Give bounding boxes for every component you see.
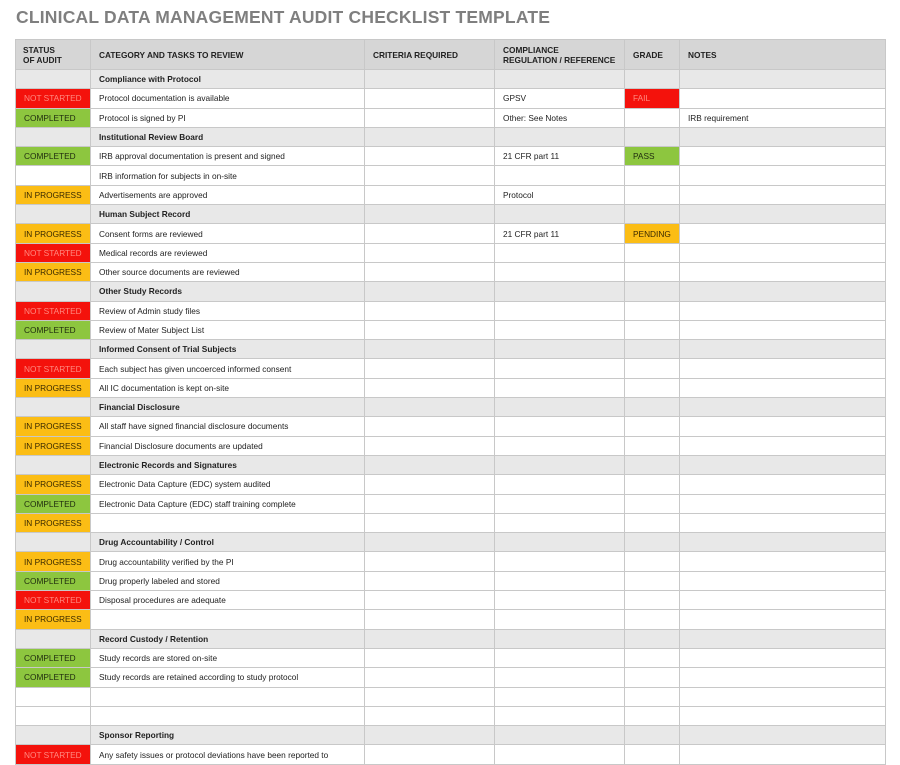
notes-cell[interactable]: [680, 648, 886, 667]
notes-cell[interactable]: [680, 262, 886, 281]
notes-cell[interactable]: [680, 687, 886, 706]
grade-cell[interactable]: [625, 455, 680, 474]
grade-cell[interactable]: [625, 185, 680, 204]
compliance-cell[interactable]: 21 CFR part 11: [495, 147, 625, 166]
task-row: [16, 359, 886, 378]
task-row: [16, 378, 886, 397]
task-row: [16, 108, 886, 127]
notes-cell[interactable]: [680, 340, 886, 359]
status-cell[interactable]: [16, 629, 91, 648]
status-cell[interactable]: NOT STARTED: [16, 301, 91, 320]
notes-cell[interactable]: [680, 533, 886, 552]
task-row: [16, 513, 886, 532]
category-row: [16, 70, 886, 89]
status-cell[interactable]: IN PROGRESS: [16, 475, 91, 494]
category-title[interactable]: Record Custody / Retention: [91, 629, 365, 648]
task-row: [16, 648, 886, 667]
notes-cell[interactable]: [680, 127, 886, 146]
task-cell[interactable]: Study records are stored on-site: [91, 648, 365, 667]
compliance-cell[interactable]: [495, 127, 625, 146]
criteria-cell[interactable]: [365, 359, 495, 378]
task-cell[interactable]: [91, 610, 365, 629]
grade-cell[interactable]: [625, 417, 680, 436]
status-cell[interactable]: IN PROGRESS: [16, 610, 91, 629]
criteria-cell[interactable]: [365, 552, 495, 571]
grade-cell[interactable]: [625, 668, 680, 687]
criteria-cell[interactable]: [365, 745, 495, 764]
task-row: [16, 475, 886, 494]
criteria-cell[interactable]: [365, 571, 495, 590]
compliance-cell[interactable]: [495, 70, 625, 89]
notes-cell[interactable]: [680, 436, 886, 455]
grade-cell[interactable]: [625, 262, 680, 281]
notes-cell[interactable]: [680, 552, 886, 571]
criteria-cell[interactable]: [365, 147, 495, 166]
task-row: [16, 571, 886, 590]
compliance-cell[interactable]: [495, 533, 625, 552]
criteria-cell[interactable]: [365, 282, 495, 301]
status-cell[interactable]: NOT STARTED: [16, 89, 91, 108]
header-category[interactable]: CATEGORY AND TASKS TO REVIEW: [91, 40, 365, 70]
grade-cell[interactable]: [625, 726, 680, 745]
compliance-cell[interactable]: [495, 262, 625, 281]
status-cell[interactable]: COMPLETED: [16, 147, 91, 166]
compliance-cell[interactable]: [495, 745, 625, 764]
status-cell[interactable]: COMPLETED: [16, 668, 91, 687]
header-grade[interactable]: GRADE: [625, 40, 680, 70]
status-cell[interactable]: COMPLETED: [16, 494, 91, 513]
grade-cell[interactable]: [625, 398, 680, 417]
status-cell[interactable]: [16, 455, 91, 474]
header-compliance[interactable]: [495, 40, 625, 70]
status-cell[interactable]: [16, 282, 91, 301]
status-cell[interactable]: IN PROGRESS: [16, 552, 91, 571]
compliance-cell[interactable]: [495, 610, 625, 629]
status-cell[interactable]: [16, 70, 91, 89]
notes-cell[interactable]: [680, 591, 886, 610]
compliance-cell[interactable]: [495, 687, 625, 706]
status-cell[interactable]: COMPLETED: [16, 320, 91, 339]
task-row: [16, 185, 886, 204]
category-row: [16, 455, 886, 474]
task-row: [16, 494, 886, 513]
status-cell[interactable]: IN PROGRESS: [16, 513, 91, 532]
notes-cell[interactable]: [680, 610, 886, 629]
category-title[interactable]: Other Study Records: [91, 282, 365, 301]
task-cell[interactable]: Consent forms are reviewed: [91, 224, 365, 243]
notes-cell[interactable]: [680, 745, 886, 764]
header-notes[interactable]: NOTES: [680, 40, 886, 70]
task-row: [16, 89, 886, 108]
grade-cell[interactable]: [625, 301, 680, 320]
grade-cell[interactable]: [625, 320, 680, 339]
task-row: [16, 243, 886, 262]
compliance-cell[interactable]: [495, 320, 625, 339]
grade-cell[interactable]: [625, 591, 680, 610]
notes-cell[interactable]: [680, 417, 886, 436]
grade-cell[interactable]: [625, 378, 680, 397]
grade-cell[interactable]: [625, 127, 680, 146]
criteria-cell[interactable]: [365, 475, 495, 494]
grade-cell[interactable]: [625, 70, 680, 89]
task-row: [16, 687, 886, 706]
task-row: [16, 166, 886, 185]
grade-cell[interactable]: [625, 513, 680, 532]
task-cell[interactable]: IRB approval documentation is present and signed: [91, 147, 365, 166]
grade-cell[interactable]: [625, 340, 680, 359]
criteria-cell[interactable]: [365, 70, 495, 89]
notes-cell[interactable]: [680, 668, 886, 687]
task-cell[interactable]: Medical records are reviewed: [91, 243, 365, 262]
compliance-cell[interactable]: [495, 436, 625, 455]
page-title: CLINICAL DATA MANAGEMENT AUDIT CHECKLIST TEMPLATE: [16, 7, 551, 27]
notes-cell[interactable]: [680, 706, 886, 725]
grade-cell[interactable]: [625, 205, 680, 224]
compliance-cell[interactable]: [495, 668, 625, 687]
status-cell[interactable]: NOT STARTED: [16, 745, 91, 764]
notes-cell[interactable]: [680, 320, 886, 339]
category-title[interactable]: Sponsor Reporting: [91, 726, 365, 745]
criteria-cell[interactable]: [365, 89, 495, 108]
task-row: [16, 552, 886, 571]
grade-cell[interactable]: [625, 629, 680, 648]
task-cell[interactable]: Any safety issues or protocol deviations have been reported to: [91, 745, 365, 764]
task-row: [16, 745, 886, 764]
grade-cell[interactable]: [625, 166, 680, 185]
status-cell[interactable]: COMPLETED: [16, 571, 91, 590]
grade-cell[interactable]: [625, 648, 680, 667]
header-compliance-line2: REGULATION / REFERENCE: [503, 54, 616, 65]
grade-cell[interactable]: [625, 475, 680, 494]
compliance-cell[interactable]: 21 CFR part 11: [495, 224, 625, 243]
notes-cell[interactable]: [680, 243, 886, 262]
notes-cell[interactable]: [680, 494, 886, 513]
criteria-cell[interactable]: [365, 378, 495, 397]
status-cell[interactable]: COMPLETED: [16, 108, 91, 127]
notes-cell[interactable]: [680, 571, 886, 590]
category-row: [16, 340, 886, 359]
category-title[interactable]: Drug Accountability / Control: [91, 533, 365, 552]
category-row: [16, 398, 886, 417]
notes-cell[interactable]: [680, 726, 886, 745]
compliance-cell[interactable]: [495, 571, 625, 590]
category-title[interactable]: Financial Disclosure: [91, 398, 365, 417]
task-cell[interactable]: Other source documents are reviewed: [91, 262, 365, 281]
notes-cell[interactable]: [680, 359, 886, 378]
status-cell[interactable]: [16, 706, 91, 725]
criteria-cell[interactable]: [365, 262, 495, 281]
criteria-cell[interactable]: [365, 687, 495, 706]
grade-cell[interactable]: [625, 282, 680, 301]
compliance-cell[interactable]: [495, 455, 625, 474]
task-cell[interactable]: [91, 687, 365, 706]
grade-cell[interactable]: [625, 436, 680, 455]
header-status[interactable]: [16, 40, 91, 70]
criteria-cell[interactable]: [365, 648, 495, 667]
task-row: [16, 417, 886, 436]
status-cell[interactable]: IN PROGRESS: [16, 262, 91, 281]
status-cell[interactable]: NOT STARTED: [16, 591, 91, 610]
compliance-cell[interactable]: [495, 494, 625, 513]
criteria-cell[interactable]: [365, 494, 495, 513]
criteria-cell[interactable]: [365, 224, 495, 243]
category-title[interactable]: Institutional Review Board: [91, 127, 365, 146]
status-cell[interactable]: [16, 398, 91, 417]
criteria-cell[interactable]: [365, 533, 495, 552]
status-cell[interactable]: [16, 205, 91, 224]
category-row: [16, 205, 886, 224]
notes-cell[interactable]: [680, 185, 886, 204]
notes-cell[interactable]: [680, 147, 886, 166]
category-row: [16, 629, 886, 648]
task-cell[interactable]: All staff have signed financial disclosure documents: [91, 417, 365, 436]
status-cell[interactable]: IN PROGRESS: [16, 436, 91, 455]
task-cell[interactable]: Drug accountability verified by the PI: [91, 552, 365, 571]
grade-cell[interactable]: FAIL: [625, 89, 680, 108]
task-cell[interactable]: [91, 513, 365, 532]
header-row: [16, 40, 886, 70]
header-compliance-line1: COMPLIANCE: [503, 44, 559, 55]
criteria-cell[interactable]: [365, 243, 495, 262]
status-cell[interactable]: IN PROGRESS: [16, 224, 91, 243]
status-cell[interactable]: [16, 726, 91, 745]
task-cell[interactable]: IRB information for subjects in on-site: [91, 166, 365, 185]
status-cell[interactable]: NOT STARTED: [16, 243, 91, 262]
notes-cell[interactable]: [680, 455, 886, 474]
criteria-cell[interactable]: [365, 398, 495, 417]
compliance-cell[interactable]: [495, 648, 625, 667]
criteria-cell[interactable]: [365, 166, 495, 185]
category-title[interactable]: Compliance with Protocol: [91, 70, 365, 89]
grade-cell[interactable]: [625, 706, 680, 725]
criteria-cell[interactable]: [365, 301, 495, 320]
status-cell[interactable]: IN PROGRESS: [16, 417, 91, 436]
notes-cell[interactable]: [680, 89, 886, 108]
compliance-cell[interactable]: [495, 243, 625, 262]
compliance-cell[interactable]: [495, 591, 625, 610]
task-cell[interactable]: Protocol documentation is available: [91, 89, 365, 108]
criteria-cell[interactable]: [365, 610, 495, 629]
grade-cell[interactable]: [625, 359, 680, 378]
compliance-cell[interactable]: [495, 166, 625, 185]
task-row: [16, 668, 886, 687]
task-row: [16, 610, 886, 629]
compliance-cell[interactable]: [495, 282, 625, 301]
notes-cell[interactable]: [680, 629, 886, 648]
criteria-cell[interactable]: [365, 455, 495, 474]
criteria-cell[interactable]: [365, 127, 495, 146]
compliance-cell[interactable]: GPSV: [495, 89, 625, 108]
compliance-cell[interactable]: [495, 475, 625, 494]
category-row: [16, 127, 886, 146]
grade-cell[interactable]: PENDING: [625, 224, 680, 243]
compliance-cell[interactable]: [495, 398, 625, 417]
task-cell[interactable]: Disposal procedures are adequate: [91, 591, 365, 610]
compliance-cell[interactable]: [495, 301, 625, 320]
task-cell[interactable]: Drug properly labeled and stored: [91, 571, 365, 590]
notes-cell[interactable]: [680, 475, 886, 494]
compliance-cell[interactable]: [495, 359, 625, 378]
task-row: [16, 320, 886, 339]
status-cell[interactable]: IN PROGRESS: [16, 378, 91, 397]
task-row: [16, 591, 886, 610]
task-cell[interactable]: Advertisements are approved: [91, 185, 365, 204]
status-cell[interactable]: [16, 340, 91, 359]
criteria-cell[interactable]: [365, 436, 495, 455]
criteria-cell[interactable]: [365, 185, 495, 204]
criteria-cell[interactable]: [365, 320, 495, 339]
header-status-line2: OF AUDIT: [23, 54, 62, 65]
audit-checklist-table: [15, 39, 886, 765]
status-cell[interactable]: [16, 166, 91, 185]
status-cell[interactable]: [16, 533, 91, 552]
compliance-cell[interactable]: [495, 340, 625, 359]
status-cell[interactable]: NOT STARTED: [16, 359, 91, 378]
compliance-cell[interactable]: [495, 378, 625, 397]
notes-cell[interactable]: [680, 70, 886, 89]
task-cell[interactable]: Protocol is signed by PI: [91, 108, 365, 127]
notes-cell[interactable]: [680, 513, 886, 532]
header-criteria[interactable]: CRITERIA REQUIRED: [365, 40, 495, 70]
category-row: [16, 726, 886, 745]
task-row: [16, 224, 886, 243]
category-title[interactable]: Electronic Records and Signatures: [91, 455, 365, 474]
grade-cell[interactable]: [625, 571, 680, 590]
compliance-cell[interactable]: [495, 629, 625, 648]
criteria-cell[interactable]: [365, 629, 495, 648]
compliance-cell[interactable]: [495, 706, 625, 725]
category-title[interactable]: Human Subject Record: [91, 205, 365, 224]
criteria-cell[interactable]: [365, 340, 495, 359]
task-cell[interactable]: Review of Admin study files: [91, 301, 365, 320]
criteria-cell[interactable]: [365, 417, 495, 436]
status-cell[interactable]: COMPLETED: [16, 648, 91, 667]
notes-cell[interactable]: [680, 301, 886, 320]
compliance-cell[interactable]: [495, 726, 625, 745]
notes-cell[interactable]: [680, 166, 886, 185]
status-cell[interactable]: IN PROGRESS: [16, 185, 91, 204]
criteria-cell[interactable]: [365, 513, 495, 532]
grade-cell[interactable]: [625, 610, 680, 629]
task-row: [16, 301, 886, 320]
compliance-cell[interactable]: [495, 552, 625, 571]
category-row: [16, 533, 886, 552]
status-cell[interactable]: [16, 127, 91, 146]
notes-cell[interactable]: [680, 378, 886, 397]
notes-cell[interactable]: [680, 224, 886, 243]
task-cell[interactable]: [91, 706, 365, 725]
compliance-cell[interactable]: [495, 513, 625, 532]
criteria-cell[interactable]: [365, 706, 495, 725]
criteria-cell[interactable]: [365, 668, 495, 687]
criteria-cell[interactable]: [365, 726, 495, 745]
task-cell[interactable]: Review of Mater Subject List: [91, 320, 365, 339]
notes-cell[interactable]: [680, 205, 886, 224]
grade-cell[interactable]: [625, 243, 680, 262]
compliance-cell[interactable]: [495, 205, 625, 224]
task-row: [16, 436, 886, 455]
header-status-line1: STATUS: [23, 44, 55, 55]
task-cell[interactable]: Each subject has given uncoerced informed consent: [91, 359, 365, 378]
category-title[interactable]: Informed Consent of Trial Subjects: [91, 340, 365, 359]
task-cell[interactable]: Electronic Data Capture (EDC) system audited: [91, 475, 365, 494]
grade-cell[interactable]: [625, 494, 680, 513]
checklist-body: [16, 70, 886, 765]
grade-cell[interactable]: [625, 745, 680, 764]
task-cell[interactable]: Study records are retained according to study protocol: [91, 668, 365, 687]
task-cell[interactable]: Financial Disclosure documents are updated: [91, 436, 365, 455]
grade-cell[interactable]: [625, 108, 680, 127]
notes-cell[interactable]: [680, 398, 886, 417]
grade-cell[interactable]: [625, 552, 680, 571]
compliance-cell[interactable]: Other: See Notes: [495, 108, 625, 127]
criteria-cell[interactable]: [365, 108, 495, 127]
notes-cell[interactable]: [680, 282, 886, 301]
criteria-cell[interactable]: [365, 591, 495, 610]
task-cell[interactable]: Electronic Data Capture (EDC) staff training complete: [91, 494, 365, 513]
task-cell[interactable]: All IC documentation is kept on-site: [91, 378, 365, 397]
task-row: [16, 262, 886, 281]
grade-cell[interactable]: [625, 687, 680, 706]
notes-cell[interactable]: IRB requirement: [680, 108, 886, 127]
compliance-cell[interactable]: Protocol: [495, 185, 625, 204]
task-row: [16, 147, 886, 166]
criteria-cell[interactable]: [365, 205, 495, 224]
status-cell[interactable]: [16, 687, 91, 706]
grade-cell[interactable]: [625, 533, 680, 552]
grade-cell[interactable]: PASS: [625, 147, 680, 166]
category-row: [16, 282, 886, 301]
task-row: [16, 706, 886, 725]
compliance-cell[interactable]: [495, 417, 625, 436]
